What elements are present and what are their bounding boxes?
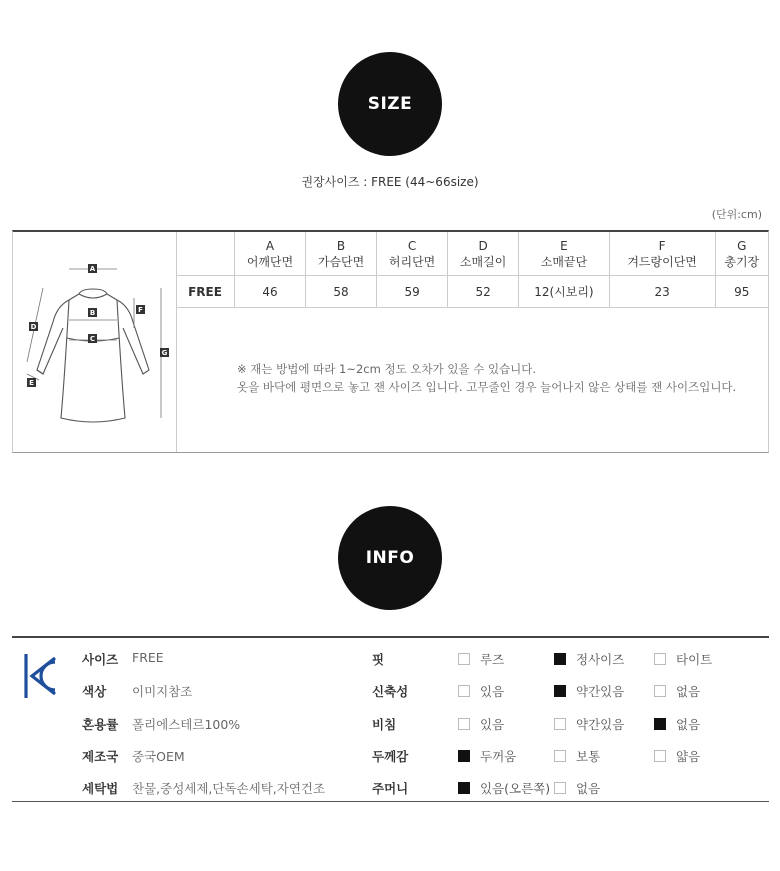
info-value: 중국OEM (132, 749, 185, 764)
option-text: 루즈 (480, 652, 505, 667)
column-name: 가슴단면 (317, 254, 365, 269)
checkbox-unchecked-icon (458, 685, 470, 697)
checkbox-unchecked-icon (654, 685, 666, 697)
attr-label: 핏 (372, 652, 385, 667)
column-letter: E (560, 238, 568, 253)
column-letter: C (407, 238, 417, 253)
info-label: 색상 (82, 684, 107, 699)
option-text: 보통 (576, 749, 601, 764)
table-row (176, 276, 768, 308)
size-badge-label: SIZE (367, 94, 413, 114)
diagram-label-e: E (29, 379, 34, 387)
option-text: 약간있음 (576, 717, 625, 732)
column-name: 어깨단면 (246, 254, 294, 269)
dress-outline-icon (13, 232, 176, 453)
recommended-size: 권장사이즈 : FREE (44~66size) (301, 175, 479, 189)
checkbox-checked-icon (554, 653, 566, 665)
checkbox-unchecked-icon (554, 718, 566, 730)
option-regular (554, 650, 624, 668)
option-yes (458, 715, 504, 733)
info-value: FREE (132, 650, 164, 665)
option-text: 얇음 (676, 749, 701, 764)
note-line: 옷을 바닥에 평면으로 놓고 잰 사이즈 입니다. 고무줄인 경우 늘어나지 않은 상태를 잰 사이즈입니다. (237, 380, 737, 394)
option-none (654, 715, 700, 733)
option-text: 두꺼움 (480, 749, 517, 764)
column-header (519, 232, 610, 276)
option-text: 타이트 (676, 652, 713, 667)
checkbox-unchecked-icon (458, 718, 470, 730)
attr-label: 비침 (372, 717, 397, 732)
diagram-label-b: B (89, 309, 96, 317)
info-label: 제조국 (82, 749, 119, 764)
option-text: 없음 (576, 781, 601, 796)
column-letter: B (336, 238, 346, 253)
info-row-washing (12, 771, 769, 803)
diagram-label-f: F (138, 306, 143, 314)
header-blank (176, 232, 235, 276)
info-row-material (12, 707, 769, 739)
attr-label: 신축성 (372, 684, 409, 699)
column-name: 소매길이 (459, 254, 507, 269)
info-label: 세탁법 (82, 781, 119, 796)
option-medium (554, 747, 600, 765)
option-text: 없음 (676, 684, 701, 699)
column-header (715, 232, 768, 276)
attr-label: 두께감 (372, 749, 409, 764)
table-cell: 46 (235, 276, 306, 308)
checkbox-checked-icon (554, 685, 566, 697)
column-name: 총기장 (724, 254, 760, 269)
option-tight (654, 650, 712, 668)
option-loose (458, 650, 504, 668)
measurement-notes (237, 360, 736, 396)
checkbox-checked-icon (458, 782, 470, 794)
option-slight (554, 715, 624, 733)
info-value: 찬물,중성세제,단독손세탁,자연건조 (132, 781, 326, 796)
column-name: 허리단면 (388, 254, 436, 269)
note-line: ※ 재는 방법에 따라 1~2cm 정도 오차가 있을 수 있습니다. (237, 362, 537, 376)
option-text: 정사이즈 (576, 652, 625, 667)
column-header (377, 232, 448, 276)
table-cell: 12(시보리) (519, 276, 610, 308)
option-thick (458, 747, 516, 765)
size-table (176, 232, 768, 308)
checkbox-checked-icon (654, 718, 666, 730)
info-row-color (12, 674, 769, 706)
checkbox-unchecked-icon (458, 653, 470, 665)
checkbox-unchecked-icon (654, 750, 666, 762)
diagram-label-g: G (161, 349, 168, 357)
option-pocket-yes (458, 779, 550, 797)
checkbox-checked-icon (458, 750, 470, 762)
option-text: 없음 (676, 717, 701, 732)
size-badge (338, 52, 442, 156)
column-letter: A (265, 238, 275, 253)
size-chart (12, 230, 769, 453)
size-table-header (176, 232, 768, 276)
option-thin (654, 747, 700, 765)
dress-diagram (13, 232, 177, 452)
diagram-label-d: D (30, 323, 37, 331)
info-table (12, 636, 769, 802)
info-badge-label: INFO (365, 548, 415, 568)
table-cell: 95 (715, 276, 768, 308)
diagram-label-c: C (89, 335, 96, 343)
column-header (448, 232, 519, 276)
option-text: 있음 (480, 717, 505, 732)
column-header (306, 232, 377, 276)
info-badge (338, 506, 442, 610)
info-value: 이미지참조 (132, 684, 193, 699)
column-letter: G (737, 238, 747, 253)
column-header (609, 232, 715, 276)
table-cell: 59 (377, 276, 448, 308)
checkbox-unchecked-icon (554, 782, 566, 794)
option-text: 약간있음 (576, 684, 625, 699)
info-label: 사이즈 (82, 652, 119, 667)
unit-label: (단위:cm) (711, 208, 762, 221)
option-none (654, 682, 700, 700)
option-slight (554, 682, 624, 700)
column-letter: D (478, 238, 488, 253)
column-letter: F (658, 238, 666, 253)
column-name: 겨드랑이단면 (627, 254, 697, 269)
info-row-size (12, 642, 769, 674)
option-text: 있음(오른쪽) (480, 781, 551, 796)
option-text: 있음 (480, 684, 505, 699)
row-label: FREE (176, 276, 235, 308)
option-pocket-no (554, 779, 600, 797)
info-row-origin (12, 739, 769, 771)
diagram-label-a: A (89, 265, 96, 273)
checkbox-unchecked-icon (654, 653, 666, 665)
column-header (235, 232, 306, 276)
table-cell: 23 (609, 276, 715, 308)
option-yes (458, 682, 504, 700)
info-label: 혼용률 (82, 717, 119, 732)
checkbox-unchecked-icon (554, 750, 566, 762)
table-cell: 52 (448, 276, 519, 308)
column-name: 소매끝단 (540, 254, 588, 269)
info-value: 폴리에스테르100% (132, 717, 241, 732)
attr-label: 주머니 (372, 781, 409, 796)
table-cell: 58 (306, 276, 377, 308)
